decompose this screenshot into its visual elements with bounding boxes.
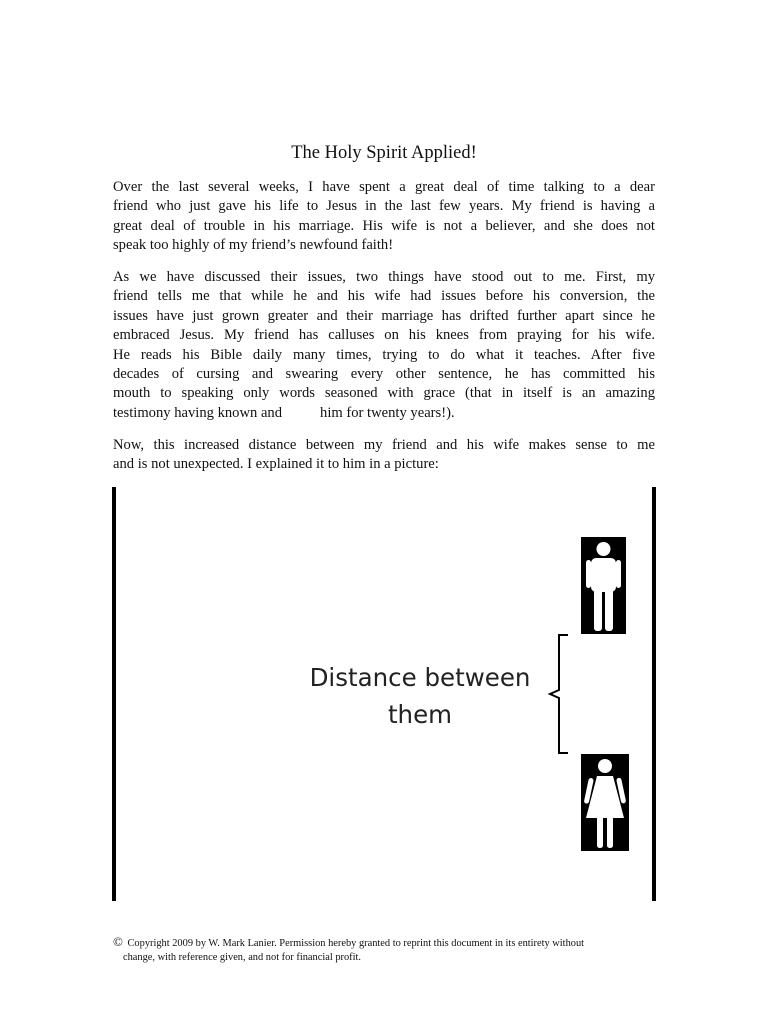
paragraph-line: friend tells me that while he and his wife had issues before his conversion, the	[113, 288, 655, 305]
paragraph-line: He reads his Bible daily many times, trying to do what it teaches. After five	[113, 346, 655, 363]
paragraph-line: Over the last several weeks, I have spent a great deal of time talking to a dear	[113, 179, 655, 195]
left-border-line	[112, 487, 116, 901]
page-title: The Holy Spirit Applied!	[291, 143, 477, 163]
copyright-footer	[113, 935, 657, 964]
figure-label-line: them	[387, 700, 453, 729]
paragraph-line: speak too highly of my friend’s newfound faith!	[113, 237, 394, 254]
figure-label-line: Distance between	[309, 663, 531, 692]
paragraph-line: As we have discussed their issues, two things have stood out to me. First, my	[113, 269, 655, 285]
paragraph-line: decades of cursing and swearing every other sentence, he has committed his	[113, 366, 655, 383]
paragraph-fragment: him for twenty years!).	[320, 404, 455, 421]
copyright-icon: ©	[113, 934, 123, 949]
woman-icon	[581, 754, 629, 851]
paragraph-line: issues have just grown greater and their marriage has drifted further apart since he	[113, 307, 655, 324]
figure-label	[300, 659, 540, 733]
brace-icon	[550, 635, 568, 753]
paragraph-line: embraced Jesus. My friend has calluses on his knees from praying for his wife.	[113, 327, 655, 344]
paragraph-line: Now, this increased distance between my friend and his wife makes sense to me	[113, 437, 655, 453]
paragraph-line: great deal of trouble in his marriage. His wife is not a believer, and she does not	[113, 217, 655, 234]
man-icon	[581, 537, 626, 634]
paragraph-fragment: testimony having known and	[113, 404, 283, 421]
footer-line: change, with reference given, and not for financial profit.	[123, 951, 362, 963]
paragraph-line: and is not unexpected. I explained it to him in a picture:	[113, 456, 439, 473]
paragraph-line: friend who just gave his life to Jesus in the last few years. My friend is having a	[113, 198, 655, 215]
paragraph-line: mouth to speaking only words seasoned with grace (that in itself is an amazing	[113, 385, 655, 402]
right-border-line	[652, 487, 656, 901]
footer-line: Copyright 2009 by W. Mark Lanier. Permission hereby granted to reprint this document in its entirety without	[127, 938, 585, 949]
